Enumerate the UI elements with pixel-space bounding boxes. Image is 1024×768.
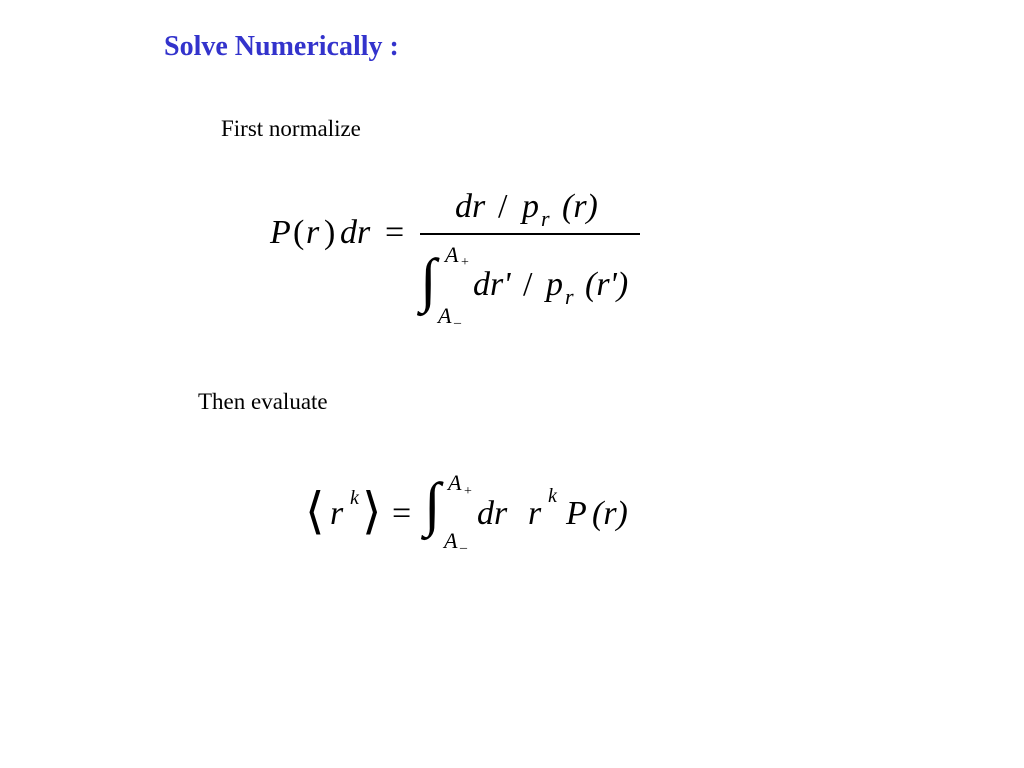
upper-limit-A: A <box>445 242 459 267</box>
left-angle-bracket: ⟨ <box>305 483 325 539</box>
denominator-slash: / <box>523 266 533 303</box>
denominator-p: p <box>546 266 563 303</box>
lhs-close-paren: ) <box>324 214 336 251</box>
denominator-arg: (r') <box>585 266 629 303</box>
lower-limit-sign: _ <box>454 311 461 326</box>
numerator-p: p <box>522 188 539 225</box>
numerator-dr: dr <box>455 188 486 225</box>
lower-limit-sign: _ <box>460 536 467 551</box>
lower-limit-A: A <box>444 528 458 553</box>
equals-sign: = <box>385 214 405 251</box>
numerator-slash: / <box>498 188 508 225</box>
step-normalize-text: First normalize <box>221 116 361 141</box>
numerator-p-subscript: r <box>541 206 550 231</box>
right-angle-bracket: ⟩ <box>362 483 382 539</box>
integral-sign: ∫ <box>420 247 437 313</box>
upper-limit-sign: + <box>464 484 472 499</box>
denominator-dr: dr' <box>473 266 511 303</box>
denominator-p-subscript: r <box>565 284 574 309</box>
numerator-arg: (r) <box>562 188 598 225</box>
upper-limit-A: A <box>448 470 462 495</box>
moment-exponent-k: k <box>350 487 359 509</box>
integrand-dr: dr <box>477 495 508 532</box>
lhs-dr: dr <box>340 214 371 251</box>
lhs-P: P <box>270 214 291 251</box>
equals-sign: = <box>392 495 412 532</box>
integrand-r: r <box>528 495 542 532</box>
lhs-r: r <box>306 214 320 251</box>
integrand-P: P <box>566 495 587 532</box>
slide-title: Solve Numerically : <box>164 31 399 62</box>
step-evaluate-text: Then evaluate <box>198 389 328 414</box>
lower-limit-A: A <box>438 303 452 328</box>
integrand-arg: (r) <box>592 495 628 532</box>
integral-sign: ∫ <box>424 471 441 537</box>
lhs-open-paren: ( <box>293 214 305 251</box>
integrand-exponent-k: k <box>548 485 557 507</box>
upper-limit-sign: + <box>461 255 469 270</box>
moment-r: r <box>330 495 344 532</box>
